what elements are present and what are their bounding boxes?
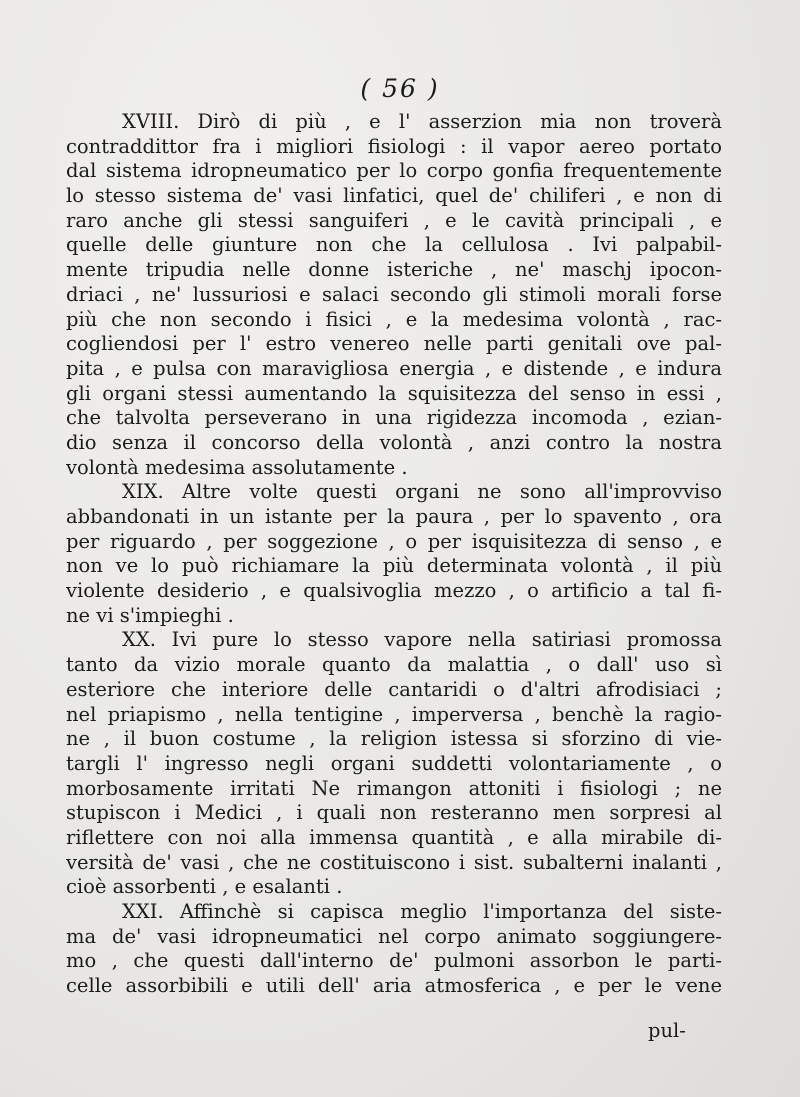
text-line: tanto da vizio morale quanto da malattia , o dall' uso sì [66, 653, 722, 677]
text-line: celle assorbibili e utili dell' aria atmosferica , e per le vene [66, 974, 722, 998]
text-line: stupiscon i Medici , i quali non resteranno men sorpresi al [66, 801, 722, 825]
text-line: XXI. Affinchè si capisca meglio l'importanza del siste- [122, 900, 722, 923]
text-line: versità de' vasi , che ne costituiscono i sist. subalterni inalanti , [66, 850, 722, 874]
text-line: ne , il buon costume , la religion istessa si sforzino di vie- [66, 727, 722, 751]
text-line: abbandonati in un istante per la paura , per lo spavento , ora [66, 505, 722, 528]
text-line: che talvolta perseverano in una rigidezza incomoda , ezian- [66, 406, 722, 430]
text-line: pita , e pulsa con maravigliosa energia , e distende , e indura [66, 356, 722, 380]
text-line: XVIII. Dirò di più , e l' asserzion mia non troverà [122, 110, 722, 133]
text-line: esteriore che interiore delle cantaridi o d'altri afrodisiaci ; [66, 677, 722, 701]
text-line: driaci , ne' lussuriosi e salaci secondo gli stimoli morali forse [66, 282, 722, 306]
text-line: per riguardo , per soggezione , o per isquisitezza di senso , e [66, 529, 722, 553]
text-line: contraddittor fra i migliori fisiologi : il vapor aereo portato [66, 134, 722, 158]
text-line: mente tripudia nelle donne isteriche , ne' maschj ipocon- [66, 258, 722, 282]
text-line: nel priapismo , nella tentigine , imperversa , benchè la ragio- [66, 702, 722, 726]
text-line: mo , che questi dall'interno de' pulmoni assorbon le parti- [66, 949, 722, 973]
text-line: cioè assorbenti , e esalanti . [66, 875, 343, 899]
text-line: gli organi stessi aumentando la squisitezza del senso in essi , [66, 381, 722, 405]
page-number: ( 56 ) [360, 74, 440, 103]
text-line: dio senza il concorso della volontà , anzi contro la nostra [66, 430, 722, 454]
text-line: raro anche gli stessi sanguiferi , e le cavità principali , e [66, 208, 722, 232]
text-line: XIX. Altre volte questi organi ne sono all'improvviso [122, 480, 722, 504]
catchword: pul- [648, 1019, 686, 1042]
text-line: cogliendosi per l' estro venereo nelle parti genitali ove pal- [66, 332, 722, 356]
text-line: violente desiderio , e qualsivoglia mezzo , o artificio a tal fi- [66, 579, 722, 603]
text-line: dal sistema idropneumatico per lo corpo gonfia frequentemente [66, 159, 722, 183]
text-line: riflettere con noi alla immensa quantità , e alla mirabile di- [66, 825, 722, 849]
text-line: ma de' vasi idropneumatici nel corpo animato soggiungere- [66, 924, 722, 948]
text-line: quelle delle giunture non che la cellulosa . Ivi palpabil- [66, 233, 722, 257]
text-line: volontà medesima assolutamente . [66, 455, 408, 479]
text-line: lo stesso sistema de' vasi linfatici, quel de' chiliferi , e non di [66, 184, 722, 208]
text-line: più che non secondo i fisici , e la medesima volontà , rac- [66, 307, 722, 331]
text-line: targli l' ingresso negli organi suddetti volontariamente , o [66, 751, 722, 775]
text-line: non ve lo può richiamare la più determinata volontà , il più [66, 554, 722, 578]
text-line: ne vi s'impieghi . [66, 603, 234, 627]
text-line: XX. Ivi pure lo stesso vapore nella satiriasi promossa [122, 628, 722, 652]
text-line: morbosamente irritati Ne rimangon attoniti i fisiologi ; ne [66, 776, 722, 800]
body-text [66, 110, 722, 999]
